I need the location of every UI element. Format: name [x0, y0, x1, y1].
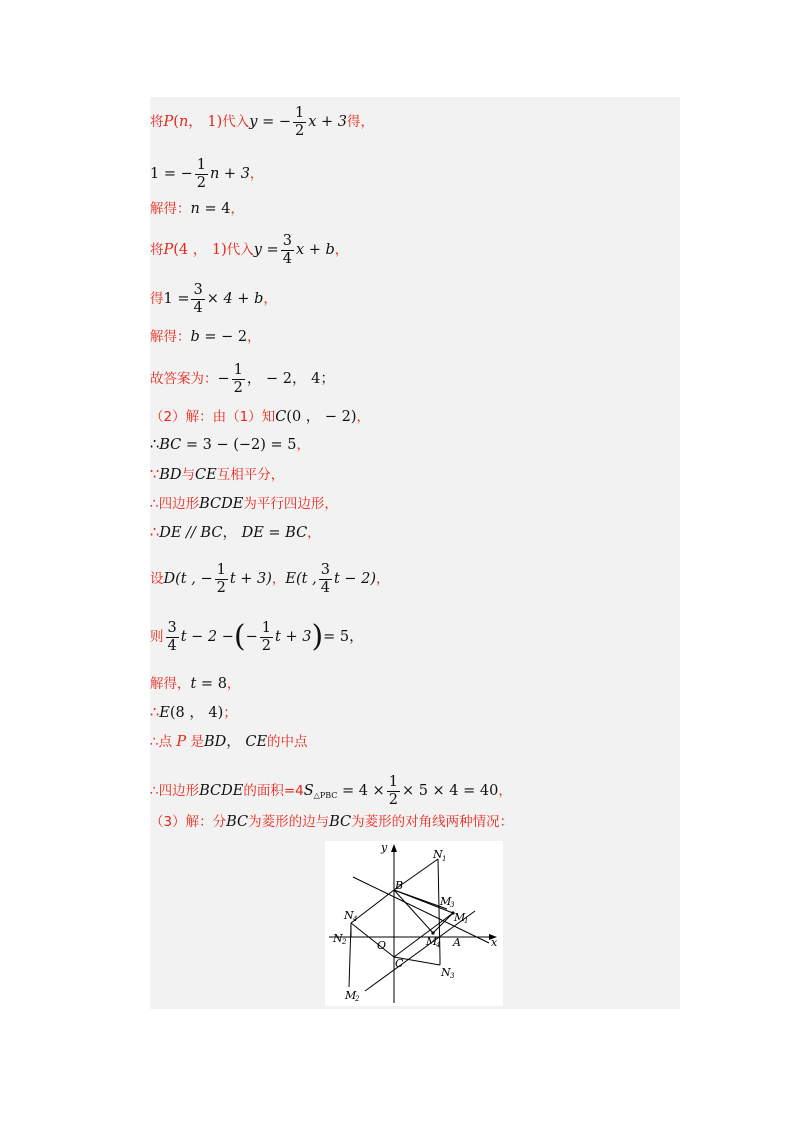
coord: (8 ， 4): [169, 705, 224, 721]
var-t: t: [190, 676, 197, 692]
therefore-symbol: ∴: [150, 437, 160, 453]
word-end: ，: [334, 242, 349, 259]
numerator: 1: [388, 774, 398, 790]
geometry-figure: [325, 841, 503, 1006]
word: 的面积=4: [243, 783, 304, 800]
word: 解得，: [150, 676, 191, 692]
solution-line-17: [150, 735, 308, 750]
minus-sign: −: [245, 629, 258, 646]
word: 将: [150, 242, 164, 259]
numerator: 1: [233, 362, 243, 378]
coord-tail: ， 1): [188, 114, 223, 131]
denominator: 2: [196, 174, 206, 191]
coord: (4 ， 1): [173, 242, 227, 259]
parallel-statement: DE // BC: [159, 525, 223, 541]
word: 为平行四边形，: [243, 496, 338, 512]
word: 得: [150, 291, 164, 308]
label-m2: M: [345, 989, 357, 1002]
point-e: E: [159, 705, 170, 721]
label-n4-sub: 4: [353, 915, 358, 923]
point-p: P: [176, 734, 187, 750]
word: 则: [150, 629, 164, 646]
quad-name: BCDE: [199, 783, 244, 800]
numerator: 3: [320, 562, 330, 578]
label-m4-sub: 4: [436, 941, 441, 949]
numerator: 1: [261, 620, 272, 636]
equation: = 4 ×: [337, 783, 385, 800]
equal-statement: DE = BC: [241, 525, 308, 541]
equation-tail: × 5 × 4 = 40: [401, 783, 499, 800]
word-end: 得，: [347, 114, 375, 131]
separator: ，: [222, 525, 242, 541]
label-m1-sub: 1: [464, 917, 469, 925]
paren-open: (: [233, 619, 246, 655]
label-m1: M: [454, 911, 466, 924]
answers: ， − 2， 4；: [246, 371, 335, 388]
segment-ce: CE: [245, 734, 268, 750]
segment-ce: CE: [195, 467, 217, 483]
equation: = − 2: [199, 329, 248, 345]
denominator: 2: [295, 122, 305, 139]
fraction: [260, 620, 273, 654]
equation-tail: × 4 + b: [206, 291, 264, 308]
area-symbol: S: [303, 783, 314, 800]
solution-line-1: 将P(n， 1)代入y = − $\frac{1}{2}$ x + 3得，: [150, 105, 375, 139]
therefore-symbol: ∴: [150, 525, 160, 541]
denominator: 2: [388, 791, 398, 808]
var-n: n: [190, 201, 200, 217]
solution-line-7: [150, 362, 335, 396]
point-e: E: [285, 571, 297, 588]
word-end: ，: [263, 291, 277, 308]
equation: = 3 − (−2) = 5: [181, 437, 297, 453]
word: 为菱形的边与: [248, 814, 330, 830]
label-n4: N: [344, 909, 354, 922]
coord: (t , −: [175, 571, 213, 588]
label-m2-sub: 2: [355, 995, 360, 1003]
fraction: [281, 233, 294, 267]
separator: ，: [226, 734, 246, 750]
solution-line-4: [150, 233, 348, 267]
fraction: [215, 562, 228, 596]
word-end: ，: [247, 329, 261, 345]
solution-line-18: [150, 774, 512, 808]
word: 设: [150, 571, 164, 588]
equation-tail: x + b: [295, 242, 335, 259]
fraction: [232, 362, 245, 396]
label-x: x: [491, 936, 498, 949]
solution-line-15: [150, 677, 240, 692]
label-b: B: [395, 879, 404, 892]
minus-sign: −: [217, 371, 230, 388]
because-symbol: ∵: [150, 467, 160, 483]
figure-svg: [325, 841, 503, 1006]
denominator: 4: [282, 250, 292, 267]
fraction: [191, 282, 204, 316]
label-n3: N: [441, 966, 451, 979]
area-subscript: △PBC: [313, 791, 338, 801]
fraction: [166, 620, 179, 654]
equation-lhs: 1 = −: [150, 166, 193, 183]
segment-b-m4: [394, 890, 433, 933]
segment-n4-m2: [349, 923, 351, 987]
equation: = 4: [199, 201, 231, 217]
label-c: C: [395, 957, 404, 970]
coord: t + 3): [229, 571, 272, 588]
var-p: P: [163, 242, 174, 259]
word: 代入: [226, 242, 254, 259]
numerator: 1: [295, 105, 305, 121]
separator: ，: [271, 571, 286, 588]
denominator: 2: [216, 579, 226, 596]
equation-lhs: 1 =: [163, 291, 190, 308]
segment-c-m1: [394, 913, 453, 957]
word: 解得：: [150, 201, 191, 217]
word: （3）解：分: [150, 814, 227, 830]
denominator: 2: [261, 637, 272, 654]
equation: = 8: [196, 676, 227, 692]
label-n2-sub: 2: [342, 938, 347, 946]
solution-line-19: [150, 815, 513, 830]
fraction: [195, 157, 208, 191]
solution-line-8: [150, 410, 370, 425]
equation-tail: x + 3: [308, 114, 348, 131]
solution-line-9: [150, 438, 310, 453]
word: 互相平分，: [216, 467, 285, 483]
paren: (: [173, 114, 179, 131]
word: 是: [186, 734, 204, 750]
segment-bd: BD: [203, 734, 227, 750]
var-n: n: [178, 114, 189, 131]
word: ∴四边形: [150, 496, 200, 512]
numerator: 1: [196, 157, 206, 173]
label-n1-sub: 1: [442, 855, 447, 863]
segment-bc: BC: [329, 814, 352, 830]
word: （2）解：由（1）知: [150, 409, 276, 425]
equation-tail: t + 3: [275, 629, 312, 646]
label-y: y: [381, 841, 388, 854]
solution-line-6: [150, 330, 261, 345]
segment-m4-m1: [433, 913, 453, 933]
equation-lhs: y = −: [249, 114, 291, 131]
numerator: 3: [193, 282, 203, 298]
word-end: ，: [356, 409, 371, 425]
word-end: ，: [249, 166, 264, 183]
label-n2: N: [333, 932, 343, 945]
denominator: 4: [320, 579, 330, 596]
segment-bc: BC: [226, 814, 249, 830]
coord: (0 ， − 2): [286, 409, 357, 425]
word: 代入: [222, 114, 250, 131]
numerator: 1: [216, 562, 226, 578]
word: 为菱形的对角线两种情况：: [351, 814, 514, 830]
solution-line-3: [150, 202, 244, 217]
denominator: 4: [193, 299, 203, 316]
equation-mid: t − 2 −: [180, 629, 234, 646]
numerator: 3: [282, 233, 292, 249]
denominator: 4: [167, 637, 177, 654]
paren-close: ): [311, 619, 324, 655]
therefore-symbol: ∴: [150, 705, 160, 721]
fraction: [319, 562, 332, 596]
segment-n4-c: [351, 923, 394, 957]
solution-line-5: [150, 282, 277, 316]
label-m3-sub: 3: [450, 901, 455, 909]
point-d: D: [163, 571, 176, 588]
denominator: 2: [233, 379, 243, 396]
line-ba: [353, 877, 489, 943]
word: ∴四边形: [150, 783, 200, 800]
word-end: ，: [296, 437, 311, 453]
segment-bd: BD: [159, 467, 182, 483]
solution-line-10: [150, 468, 284, 483]
word: 的中点: [267, 734, 308, 750]
label-m3: M: [440, 895, 452, 908]
word: 与: [181, 467, 196, 483]
label-n1: N: [433, 848, 443, 861]
word-end: ，: [376, 571, 390, 588]
word-end: ，: [498, 783, 512, 800]
solution-line-12: [150, 526, 321, 541]
word: ∴点: [150, 734, 177, 750]
var-p: P: [163, 114, 174, 131]
solution-line-14: [150, 620, 364, 654]
var-b: b: [190, 329, 200, 345]
label-o: O: [377, 939, 387, 952]
label-a: A: [453, 936, 461, 949]
coord: t − 2): [333, 571, 377, 588]
solution-line-13: [150, 562, 390, 596]
word-end: ；: [223, 705, 237, 721]
point-c: C: [275, 409, 287, 425]
label-m4: M: [426, 935, 438, 948]
numerator: 3: [167, 620, 177, 636]
word-end: ，: [307, 525, 321, 541]
equation-end: = 5，: [323, 629, 364, 646]
quad-name: BCDE: [199, 496, 244, 512]
fraction: [387, 774, 400, 808]
solution-line-11: [150, 497, 338, 512]
word: 解得：: [150, 329, 191, 345]
equation-lhs: y =: [253, 242, 279, 259]
word-end: ，: [230, 201, 244, 217]
solution-line-16: [150, 706, 237, 721]
coord: (t ,: [296, 571, 317, 588]
y-axis-arrow: [391, 844, 397, 852]
word: 故答案为：: [150, 371, 218, 388]
segment-bc: BC: [159, 437, 182, 453]
word-end: ，: [226, 676, 241, 692]
fraction: [293, 105, 306, 139]
solution-line-2: [150, 157, 263, 191]
equation-tail: n + 3: [209, 166, 250, 183]
label-n3-sub: 3: [450, 972, 455, 980]
